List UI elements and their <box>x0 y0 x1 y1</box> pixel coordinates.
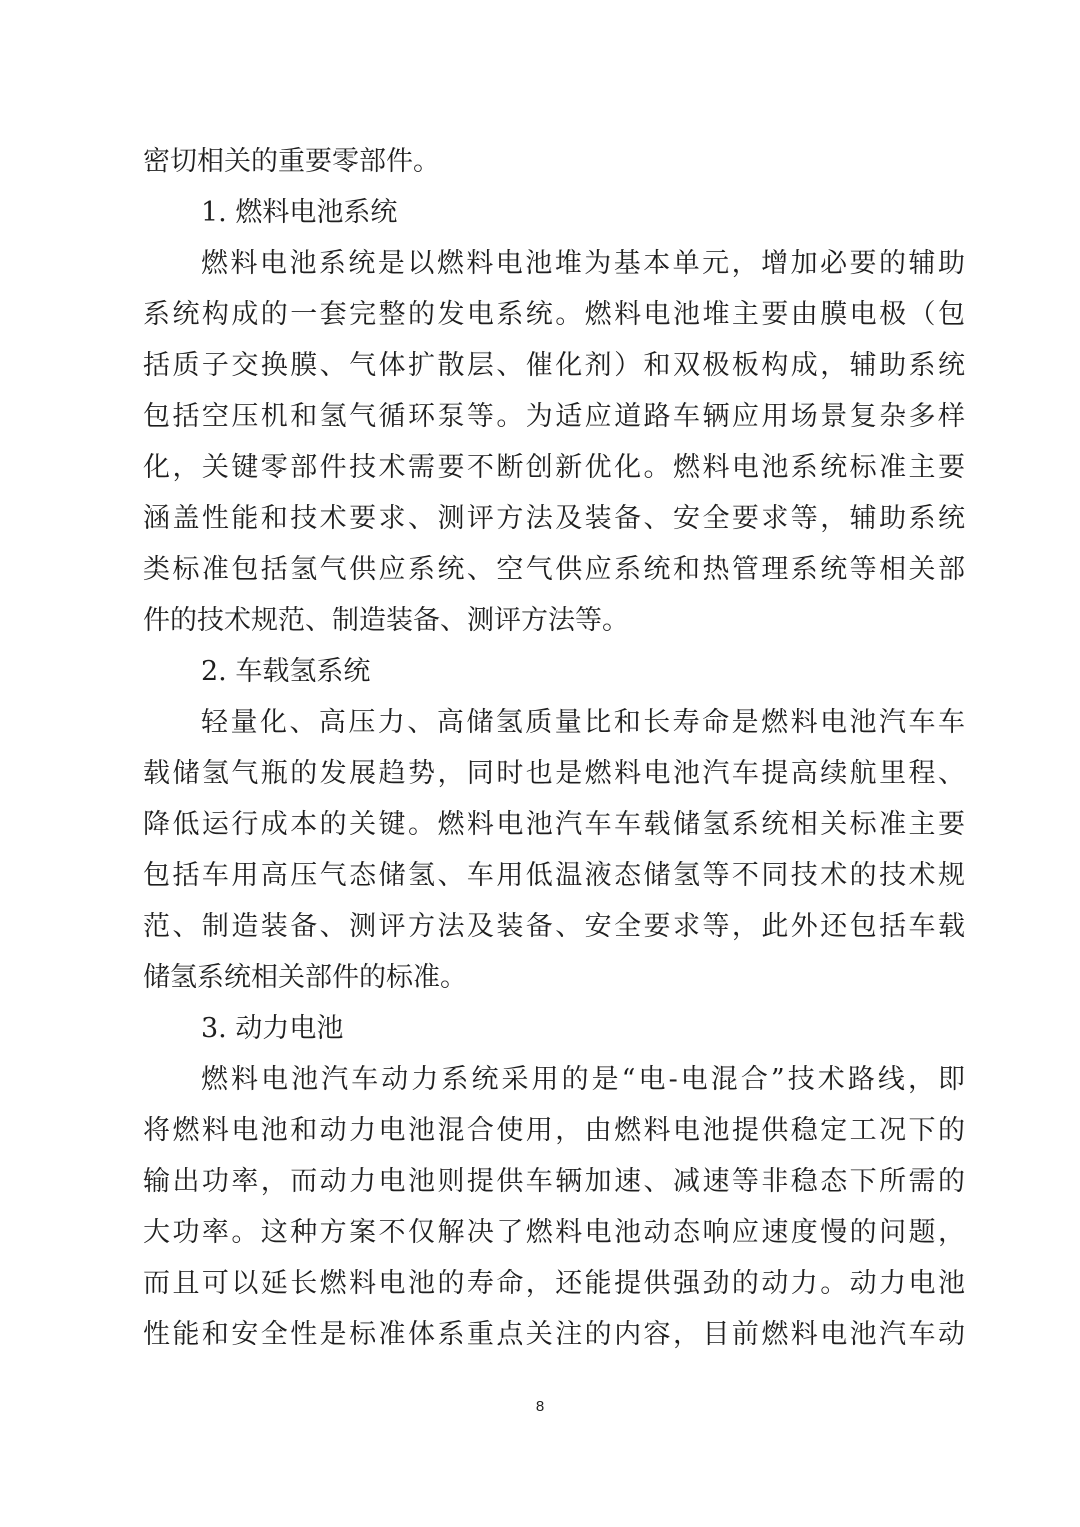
paragraph-line: 燃料电池系统是以燃料电池堆为基本单元，增加必要的辅助 <box>201 248 965 279</box>
paragraph-line: 涵盖性能和技术要求、测评方法及装备、安全要求等，辅助系统 <box>143 503 965 534</box>
page-number: 8 <box>535 1398 545 1415</box>
paragraph-line: 括质子交换膜、气体扩散层、催化剂）和双极板构成，辅助系统 <box>143 350 965 381</box>
paragraph-line: 密切相关的重要零部件。 <box>143 146 440 177</box>
section-heading-fuel-cell-system: 1. 燃料电池系统 <box>201 197 398 228</box>
body-text <box>143 136 965 1360</box>
paragraph-line: 降低运行成本的关键。燃料电池汽车车载储氢系统相关标准主要 <box>143 809 965 840</box>
paragraph-line: 包括车用高压气态储氢、车用低温液态储氢等不同技术的技术规 <box>143 860 965 891</box>
paragraph-line: 化，关键零部件技术需要不断创新优化。燃料电池系统标准主要 <box>143 452 965 483</box>
paragraph-line: 轻量化、高压力、高储氢质量比和长寿命是燃料电池汽车车 <box>201 707 965 738</box>
paragraph-line: 范、制造装备、测评方法及装备、安全要求等，此外还包括车载 <box>143 911 965 942</box>
paragraph-line: 类标准包括氢气供应系统、空气供应系统和热管理系统等相关部 <box>143 554 965 585</box>
paragraph-line: 载储氢气瓶的发展趋势，同时也是燃料电池汽车提高续航里程、 <box>143 758 965 789</box>
paragraph-line: 包括空压机和氢气循环泵等。为适应道路车辆应用场景复杂多样 <box>143 401 965 432</box>
paragraph-line: 输出功率，而动力电池则提供车辆加速、减速等非稳态下所需的 <box>143 1166 965 1197</box>
section-heading-onboard-hydrogen-system: 2. 车载氢系统 <box>201 656 371 687</box>
paragraph-line: 性能和安全性是标准体系重点关注的内容，目前燃料电池汽车动 <box>143 1319 965 1350</box>
paragraph-line: 而且可以延长燃料电池的寿命，还能提供强劲的动力。动力电池 <box>143 1268 965 1299</box>
paragraph-line: 大功率。这种方案不仅解决了燃料电池动态响应速度慢的问题， <box>143 1217 965 1248</box>
paragraph-line: 将燃料电池和动力电池混合使用，由燃料电池提供稳定工况下的 <box>143 1115 965 1146</box>
paragraph-line: 系统构成的一套完整的发电系统。燃料电池堆主要由膜电极（包 <box>143 299 965 330</box>
paragraph-line: 燃料电池汽车动力系统采用的是“电-电混合”技术路线，即 <box>201 1064 965 1095</box>
paragraph-line: 件的技术规范、制造装备、测评方法等。 <box>143 605 629 636</box>
paragraph-line: 储氢系统相关部件的标准。 <box>143 962 467 993</box>
section-heading-power-battery: 3. 动力电池 <box>201 1013 344 1044</box>
